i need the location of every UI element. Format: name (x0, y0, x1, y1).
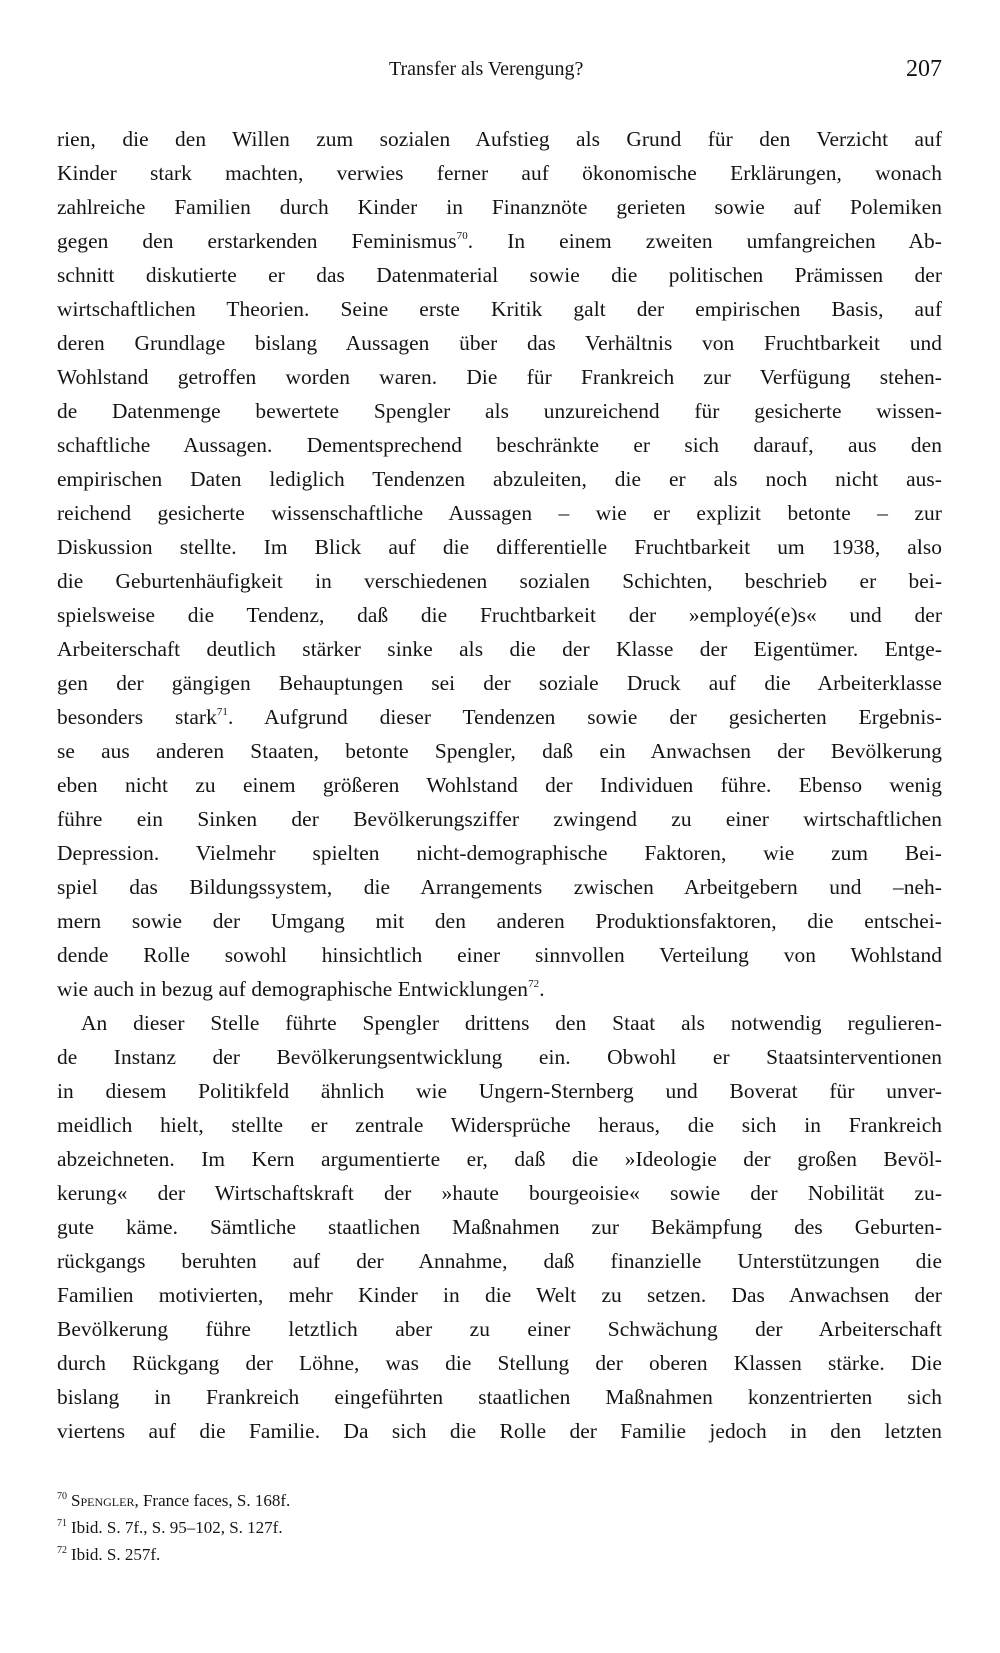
main-text (57, 122, 942, 1448)
text-line: in diesem Politikfeld ähnlich wie Ungern-Sternberg und Boverat für unver- (57, 1079, 942, 1103)
text-line (57, 972, 942, 1006)
text-line: gute käme. Sämtliche staatlichen Maßnahmen zur Bekämpfung des Geburten- (57, 1215, 942, 1239)
text-line: zahlreiche Familien durch Kinder in Finanznöte gerieten sowie auf Polemiken (57, 195, 942, 219)
text-fragment: wie auch in bezug auf demographische Entwicklungen (57, 977, 529, 1001)
footnote-number: 72 (57, 1545, 67, 1556)
footnote-71 (57, 1514, 942, 1541)
text-line: gen der gängigen Behauptungen sei der soziale Druck auf die Arbeiterklasse (57, 671, 942, 695)
footnote-ref-71[interactable]: 71 (216, 706, 228, 718)
text-line: Kinder stark machten, verwies ferner auf ökonomische Erklärungen, wonach (57, 161, 942, 185)
text-line: bislang in Frankreich eingeführten staatlichen Maßnahmen konzentrierten sich (57, 1385, 942, 1409)
text-line: eben nicht zu einem größeren Wohlstand der Individuen führe. Ebenso wenig (57, 773, 942, 797)
text-fragment: gegen den erstarkenden Feminismus (57, 229, 457, 253)
text-line: empirischen Daten lediglich Tendenzen abzuleiten, die er als noch nicht aus- (57, 467, 942, 491)
paragraph-1 (57, 122, 942, 1006)
text-line: se aus anderen Staaten, betonte Spengler, daß ein Anwachsen der Bevölkerung (57, 739, 942, 763)
text-fragment: . Aufgrund dieser Tendenzen sowie der gesicherten Ergebnis- (227, 705, 942, 729)
text-line: Depression. Vielmehr spielten nicht-demographische Faktoren, wie zum Bei- (57, 841, 942, 865)
text-fragment: . In einem zweiten umfangreichen Ab- (467, 229, 942, 253)
text-line: durch Rückgang der Löhne, was die Stellung der oberen Klassen stärke. Die (57, 1351, 942, 1375)
text-line: de Datenmenge bewertete Spengler als unzureichend für gesicherte wissen- (57, 399, 942, 423)
footnotes (57, 1487, 942, 1568)
text-line: rückgangs beruhten auf der Annahme, daß finanzielle Unterstützungen die (57, 1249, 942, 1273)
text-line: An dieser Stelle führte Spengler drittens den Staat als notwendig regulieren- (81, 1011, 942, 1035)
footnote-ref-72[interactable]: 72 (528, 978, 540, 990)
footnote-author: Spengler (71, 1491, 135, 1510)
text-line: de Instanz der Bevölkerungsentwicklung ein. Obwohl er Staatsinterventionen (57, 1045, 942, 1069)
text-line: reichend gesicherte wissenschaftliche Aussagen – wie er explizit betonte – zur (57, 501, 942, 525)
text-line: spiel das Bildungssystem, die Arrangements zwischen Arbeitgebern und –neh- (57, 875, 942, 899)
footnote-72 (57, 1541, 942, 1568)
page-number: 207 (906, 56, 942, 82)
text-line: viertens auf die Familie. Da sich die Rolle der Familie jedoch in den letzten (57, 1419, 942, 1443)
footnote-number: 71 (57, 1518, 67, 1529)
text-line: rien, die den Willen zum sozialen Aufstieg als Grund für den Verzicht auf (57, 127, 942, 151)
page-header (57, 54, 942, 84)
footnote-ref-70[interactable]: 70 (456, 230, 468, 242)
text-line: mern sowie der Umgang mit den anderen Produktionsfaktoren, die entschei- (57, 909, 942, 933)
text-fragment: . (539, 977, 545, 1001)
footnote-text: Ibid. S. 257f. (71, 1545, 161, 1564)
text-line: die Geburtenhäufigkeit in verschiedenen sozialen Schichten, beschrieb er bei- (57, 569, 942, 593)
footnote-70 (57, 1487, 942, 1514)
footnote-text: , France faces, S. 168f. (134, 1491, 291, 1510)
paragraph-2 (57, 1006, 942, 1448)
running-title: Transfer als Verengung? (389, 58, 584, 80)
text-line (57, 224, 942, 258)
text-fragment: besonders stark (57, 705, 217, 729)
text-line: Diskussion stellte. Im Blick auf die differentielle Fruchtbarkeit um 1938, also (57, 535, 942, 559)
footnote-number: 70 (57, 1491, 67, 1502)
text-line: deren Grundlage bislang Aussagen über das Verhältnis von Fruchtbarkeit und (57, 331, 942, 355)
text-line: schaftliche Aussagen. Dementsprechend beschränkte er sich darauf, aus den (57, 433, 942, 457)
footnote-text: Ibid. S. 7f., S. 95–102, S. 127f. (71, 1518, 283, 1537)
text-line: Arbeiterschaft deutlich stärker sinke als die der Klasse der Eigentümer. Entge- (57, 637, 942, 661)
text-line: Wohlstand getroffen worden waren. Die für Frankreich zur Verfügung stehen- (57, 365, 942, 389)
text-line: schnitt diskutierte er das Datenmaterial sowie die politischen Prämissen der (57, 263, 942, 287)
text-line: Bevölkerung führe letztlich aber zu einer Schwächung der Arbeiterschaft (57, 1317, 942, 1341)
text-line: Familien motivierten, mehr Kinder in die Welt zu setzen. Das Anwachsen der (57, 1283, 942, 1307)
text-line: dende Rolle sowohl hinsichtlich einer sinnvollen Verteilung von Wohlstand (57, 943, 942, 967)
text-line: abzeichneten. Im Kern argumentierte er, daß die »Ideologie der großen Bevöl- (57, 1147, 942, 1171)
text-line: spielsweise die Tendenz, daß die Fruchtbarkeit der »employé(e)s« und der (57, 603, 942, 627)
text-line: meidlich hielt, stellte er zentrale Widersprüche heraus, die sich in Frankreich (57, 1113, 942, 1137)
text-line: kerung« der Wirtschaftskraft der »haute bourgeoisie« sowie der Nobilität zu- (57, 1181, 942, 1205)
text-line: wirtschaftlichen Theorien. Seine erste Kritik galt der empirischen Basis, auf (57, 297, 942, 321)
text-line (57, 700, 942, 734)
text-line: führe ein Sinken der Bevölkerungsziffer zwingend zu einer wirtschaftlichen (57, 807, 942, 831)
